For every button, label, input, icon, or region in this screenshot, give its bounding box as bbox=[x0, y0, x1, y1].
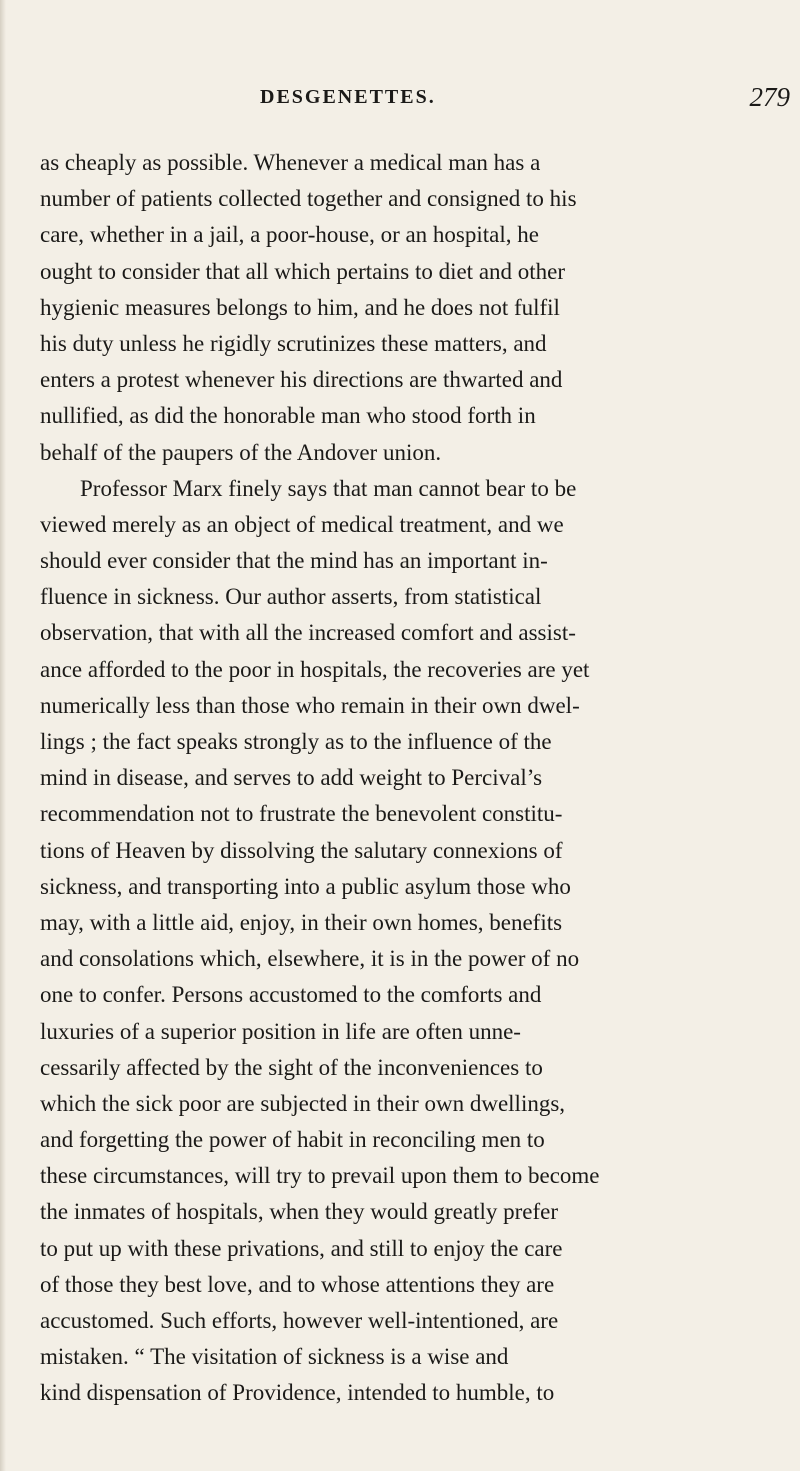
text-line: mistaken. “ The visitation of sickness is a wise and bbox=[40, 1344, 509, 1370]
text-line: ance afforded to the poor in hospitals, the recoveries are yet bbox=[40, 656, 590, 682]
text-line: kind dispensation of Providence, intended to humble, to bbox=[40, 1380, 555, 1406]
text-line: and consolations which, elsewhere, it is in the power of no bbox=[40, 946, 580, 972]
paragraph-first-line: Professor Marx finely says that man cannot bear to be bbox=[80, 475, 577, 501]
text-line: the inmates of hospitals, when they would greatly prefer bbox=[40, 1199, 558, 1225]
text-line: should ever consider that the mind has an important in- bbox=[40, 548, 548, 574]
text-line: which the sick poor are subjected in their own dwellings, bbox=[40, 1090, 566, 1116]
page-gutter-edge bbox=[0, 0, 6, 1471]
text-line: number of patients collected together and consigned to his bbox=[40, 186, 577, 212]
text-line: tions of Heaven by dissolving the salutary connexions of bbox=[40, 837, 563, 863]
text-line: to put up with these privations, and still to enjoy the care bbox=[40, 1235, 563, 1261]
text-line: sickness, and transporting into a public asylum those who bbox=[40, 873, 571, 899]
text-line: accustomed. Such efforts, however well-intentioned, are bbox=[40, 1308, 559, 1333]
text-line: cessarily affected by the sight of the inconveniences to bbox=[40, 1054, 543, 1080]
text-line: recommendation not to frustrate the benevolent constitu- bbox=[40, 801, 563, 827]
text-line: mind in disease, and serves to add weight to Percival’s bbox=[40, 765, 543, 791]
running-head: DESGENETTES. bbox=[260, 86, 436, 108]
text-line: lings ; the fact speaks strongly as to the influence of the bbox=[40, 729, 552, 754]
text-line: luxuries of a superior position in life are often unne- bbox=[40, 1018, 521, 1044]
text-line: these circumstances, will try to prevail upon them to become bbox=[40, 1163, 600, 1189]
text-line: observation, that with all the increased comfort and assist- bbox=[40, 620, 576, 646]
text-line: one to confer. Persons accustomed to the comforts and bbox=[40, 982, 542, 1008]
text-line: his duty unless he rigidly scrutinizes these matters, and bbox=[40, 330, 547, 356]
text-line: and forgetting the power of habit in reconciling men to bbox=[40, 1127, 545, 1153]
text-line: as cheaply as possible. Whenever a medical man has a bbox=[40, 150, 541, 175]
text-line: nullified, as did the honorable man who stood forth in bbox=[40, 403, 536, 429]
page-number: 279 bbox=[749, 82, 790, 112]
text-line: enters a protest whenever his directions are thwarted and bbox=[40, 367, 563, 393]
text-line: fluence in sickness. Our author asserts, from statistical bbox=[40, 584, 542, 610]
text-line: behalf of the paupers of the Andover union. bbox=[40, 439, 442, 465]
page-header bbox=[90, 82, 790, 116]
body-text bbox=[40, 145, 790, 1412]
text-line: ought to consider that all which pertains to diet and other bbox=[40, 258, 566, 284]
text-line: of those they best love, and to whose attentions they are bbox=[40, 1271, 555, 1297]
text-line: may, with a little aid, enjoy, in their own homes, benefits bbox=[40, 909, 563, 935]
text-line: hygienic measures belongs to him, and he does not fulfil bbox=[40, 294, 560, 320]
text-line: viewed merely as an object of medical treatment, and we bbox=[40, 511, 564, 537]
text-line: numerically less than those who remain in their own dwel- bbox=[40, 692, 580, 718]
text-line: care, whether in a jail, a poor-house, or an hospital, he bbox=[40, 222, 539, 248]
